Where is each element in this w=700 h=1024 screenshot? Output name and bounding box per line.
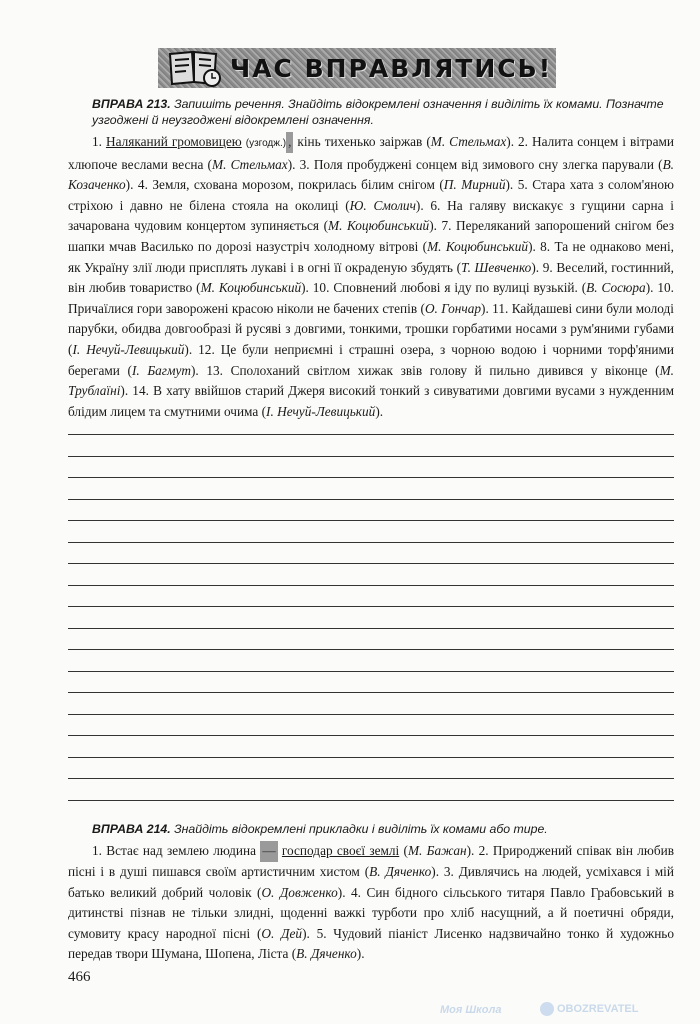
sentence-text: ). 4. Син бідного сільського титаря Павло Грабовський в дитинстві пізнав не тільки злидні, щоденні важкі турботи про хліб насущний, а й поетичні обряди, сумовиту красу народної пісні (: [68, 884, 675, 941]
author-citation: Т. Шевченко: [461, 259, 532, 275]
sentence-text: ). 2. Налита сонцем і вітрами хлюпоче веслами весна (: [68, 134, 675, 172]
section-banner: [158, 48, 556, 88]
author-citation: Ю. Смолич: [349, 197, 416, 213]
author-citation: В. Козаченко: [68, 156, 675, 193]
answer-line: [68, 714, 674, 715]
sentence-text: 1. Встає над землею людина: [92, 843, 261, 859]
highlighted-punctuation: —: [260, 841, 277, 862]
author-citation: О. Дей: [261, 925, 303, 941]
sentence-text: ). 5. Стара хата з солом'яною стріхою і давно не білена стояла на околиці (: [68, 177, 674, 213]
book-clock-icon: [166, 48, 224, 88]
exercise-213-text: [68, 132, 674, 422]
answer-lines: [68, 434, 674, 801]
author-citation: В. Дяченко: [296, 946, 357, 962]
author-citation: І. Нечуй-Левицький: [266, 403, 376, 419]
sentence-text: ). 7. Переляканий запорошений снігом без шапки мчав Василько по дорозі назустріч холодному вітрові (: [68, 218, 674, 254]
exercise-214-heading: [92, 821, 674, 837]
sentence-text: ). 4. Земля, схована морозом, покрилась білим снігом (: [125, 177, 444, 193]
author-citation: М. Коцюбинський: [328, 218, 430, 234]
sentence-text: ). 2. Природжений співак він любив пісні і в душі пишався своїм артистичним хистом (: [68, 843, 675, 879]
author-citation: М. Коцюбинський: [200, 280, 302, 296]
answer-line: [68, 628, 674, 629]
highlighted-punctuation: ,: [286, 132, 293, 153]
author-citation: М. Стельмах: [430, 134, 507, 149]
sentence-text: ). 3. Дивлячись на людей, усміхався і мій батько великий добрий чоловік (: [68, 863, 674, 900]
answer-line: [68, 735, 674, 736]
exercise-instruction: Знайдіть відокремлені прикладки і виділіть їх комами або тире.: [174, 822, 548, 837]
author-citation: М. Стельмах: [212, 156, 288, 172]
underlined-phrase: господар своєї землі: [281, 843, 400, 859]
answer-line: [68, 606, 674, 607]
sentence-text: кінь тихенько заіржав (: [293, 134, 431, 149]
author-citation: М. Трублаїні: [68, 362, 675, 399]
sentence-text: ). 10. Причаїлися гори заворожені красою ніколи не бачених степів (: [68, 280, 675, 316]
author-citation: О. Довженко: [261, 884, 338, 900]
author-citation: М. Коцюбинський: [427, 238, 529, 254]
sentence-text: ).: [375, 403, 384, 419]
watermark-brand: [540, 1002, 638, 1016]
sentence-text: ). 9. Веселий, гостинний, він любив товариство (: [68, 259, 674, 296]
sentence-text: (: [399, 843, 408, 859]
answer-line: [68, 778, 674, 779]
banner-title: ЧАС ВПРАВЛЯТИСЬ!: [230, 53, 553, 83]
answer-line: [68, 563, 674, 564]
sentence-text: ). 13. Сполоханий світлом хижак звів голову й пильно дивився у віконце (: [191, 362, 660, 378]
sentence-text: ). 5. Чудовий піаніст Лисенко надзвичайно тонко й художньо передав твори Шумана, Шопена, Ліста (: [68, 925, 675, 962]
author-citation: В. Сосюра: [586, 280, 646, 296]
sentence-text: ). 6. На галяву вискакує з гущини сарна і зачарована чудовим концертом зупиняється (: [68, 197, 674, 234]
answer-line: [68, 585, 674, 586]
answer-line: [68, 434, 674, 435]
answer-line: [68, 477, 674, 478]
answer-line: [68, 800, 674, 801]
exercise-label: ВПРАВА 214.: [92, 822, 171, 837]
answer-line: [68, 692, 674, 693]
sentence-text: ). 12. Це були неприємні і страшні озера, з чорною водою і чорними торф'яними берегами (: [68, 341, 674, 378]
page-content: [68, 96, 674, 986]
watermark-school: [440, 1004, 501, 1016]
exercise-instruction: Запишіть речення. Знайдіть відокремлені означення і виділіть їх комами. Позначте узгоджені й неузгоджені відокремлені означення.: [92, 97, 664, 127]
answer-line: [68, 757, 674, 758]
sentence-text: ). 14. В хату ввійшов старий Джеря високий тонкий з сивуватими довгими вусами з нужденним блідим лицем та смутними очима (: [68, 383, 674, 419]
sentence-text: ). 11. Кайдашеві сини були молоді парубки, обидва довгообразі й русяві з довгими, тонкими, трошки горбатими носами з рум'яними губами (: [68, 300, 674, 357]
answer-line: [68, 542, 674, 543]
author-citation: П. Мирний: [443, 177, 506, 193]
sentence-text: ).: [356, 946, 365, 962]
answer-line: [68, 649, 674, 650]
watermark-text: OBOZREVATEL: [557, 1002, 639, 1015]
exercise-label: ВПРАВА 213.: [92, 97, 171, 111]
sentence-text: ). 10. Сповнений любові я іду по вулиці вузькій. (: [301, 280, 587, 296]
sentence-text: (узгодж.): [245, 138, 287, 149]
author-citation: І. Багмут: [131, 362, 191, 378]
exercise-213-heading: [92, 96, 674, 128]
sentence-text: 1.: [92, 134, 106, 149]
brand-logo-icon: [540, 1002, 554, 1016]
page-number: 466: [68, 968, 91, 985]
underlined-phrase: Наляканий громовицею: [105, 134, 242, 149]
watermark-text: Моя Школа: [440, 1004, 502, 1016]
answer-line: [68, 671, 674, 672]
author-citation: М. Бажан: [407, 843, 467, 859]
exercise-214-text: [68, 841, 674, 965]
answer-line: [68, 456, 674, 457]
author-citation: І. Нечуй-Левицький: [72, 341, 185, 357]
answer-line: [68, 520, 674, 521]
answer-line: [68, 499, 674, 500]
author-citation: В. Дяченко: [369, 863, 432, 879]
sentence-text: ). 3. Поля пробуджені сонцем від зимового сну злегка парували (: [287, 156, 663, 172]
author-citation: О. Гончар: [424, 300, 482, 316]
sentence-text: ). 8. Та не однаково мені, як Україну злії люди присплять лукаві і в огні її окраденую збудять (: [68, 238, 674, 275]
